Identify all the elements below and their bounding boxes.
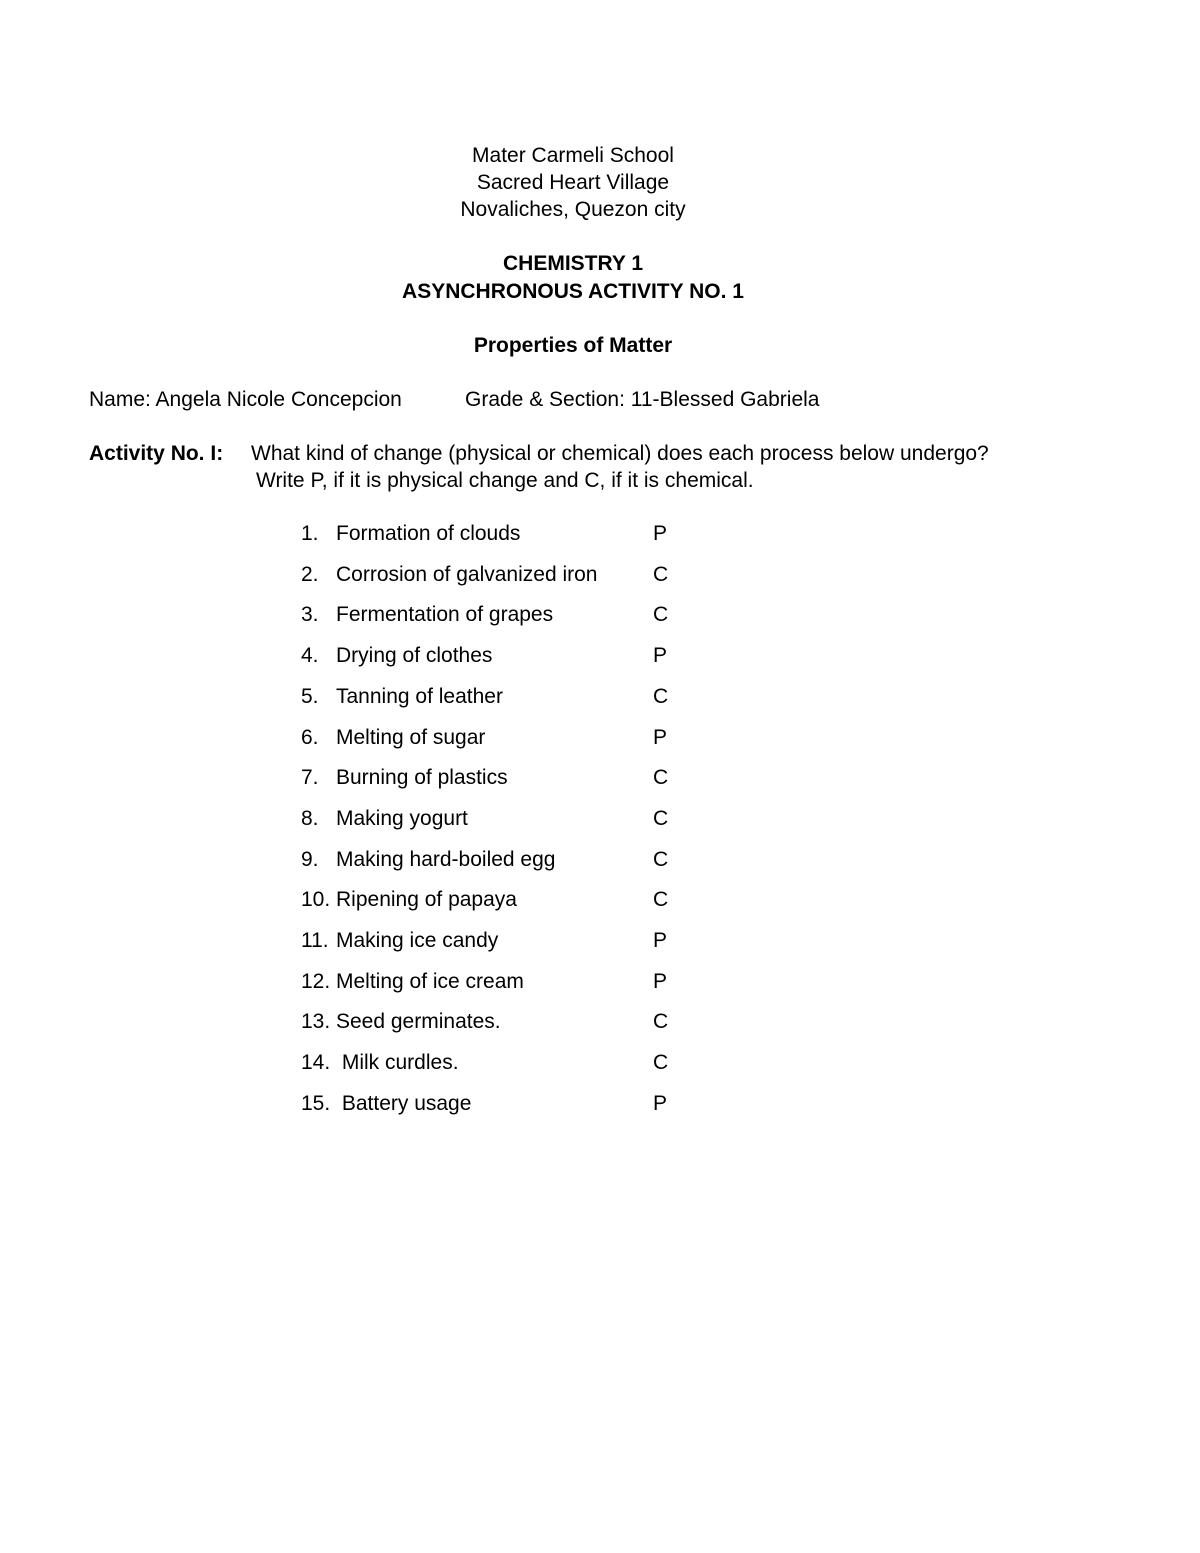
list-item-answer: C	[653, 563, 669, 586]
school-name: Mater Carmeli School	[472, 144, 674, 167]
list-item-answer: P	[653, 522, 668, 545]
list-item-text: Battery usage	[336, 1092, 472, 1115]
activity-instruction-2: Write P, if it is physical change and C, if it is chemical.	[256, 469, 754, 492]
list-item-text: Corrosion of galvanized iron	[336, 563, 598, 586]
list-item-answer: C	[653, 1051, 669, 1074]
activity-label: Activity No. I:	[89, 442, 224, 465]
list-item-text: Milk curdles.	[336, 1051, 459, 1074]
list-item-number: 12.	[301, 970, 331, 993]
list-item-answer: C	[653, 888, 669, 911]
list-item-text: Burning of plastics	[336, 766, 508, 789]
list-item-text: Fermentation of grapes	[336, 603, 554, 626]
subject-title: CHEMISTRY 1	[502, 252, 644, 275]
list-item-answer: P	[653, 1092, 668, 1115]
activity-instruction-1: What kind of change (physical or chemical) does each process below undergo?	[251, 442, 989, 465]
list-item-text: Ripening of papaya	[336, 888, 517, 911]
list-item-text: Drying of clothes	[336, 644, 493, 667]
school-village: Sacred Heart Village	[476, 171, 670, 194]
list-item-number: 1.	[301, 522, 319, 545]
topic-title: Properties of Matter	[473, 334, 673, 357]
list-item-answer: C	[653, 766, 669, 789]
list-item-answer: P	[653, 644, 668, 667]
list-item-number: 10.	[301, 888, 331, 911]
list-item-answer: C	[653, 848, 669, 871]
list-item-text: Formation of clouds	[336, 522, 521, 545]
list-item-number: 4.	[301, 644, 319, 667]
list-item-answer: C	[653, 1010, 669, 1033]
list-item-text: Melting of sugar	[336, 726, 486, 749]
school-city: Novaliches, Quezon city	[460, 198, 686, 221]
list-item-number: 15.	[301, 1092, 331, 1115]
list-item-answer: C	[653, 807, 669, 830]
list-item-number: 14.	[301, 1051, 331, 1074]
list-item-text: Melting of ice cream	[336, 970, 524, 993]
list-item-number: 11.	[301, 929, 329, 952]
list-item-number: 6.	[301, 726, 319, 749]
list-item-number: 2.	[301, 563, 319, 586]
student-name: Name: Angela Nicole Concepcion	[89, 388, 402, 411]
student-grade-section: Grade & Section: 11-Blessed Gabriela	[465, 388, 820, 411]
list-item-answer: C	[653, 685, 669, 708]
list-item-text: Making ice candy	[336, 929, 499, 952]
activity-title: ASYNCHRONOUS ACTIVITY NO. 1	[402, 280, 744, 303]
list-item-number: 7.	[301, 766, 319, 789]
list-item-number: 13.	[301, 1010, 331, 1033]
list-item-text: Seed germinates.	[336, 1010, 501, 1033]
list-item-number: 9.	[301, 848, 319, 871]
list-item-number: 3.	[301, 603, 319, 626]
list-item-answer: P	[653, 929, 668, 952]
list-item-answer: P	[653, 970, 668, 993]
list-item-text: Making hard-boiled egg	[336, 848, 556, 871]
list-item-text: Making yogurt	[336, 807, 468, 830]
list-item-number: 8.	[301, 807, 319, 830]
list-item-number: 5.	[301, 685, 319, 708]
list-item-answer: C	[653, 603, 669, 626]
list-item-text: Tanning of leather	[336, 685, 503, 708]
list-item-answer: P	[653, 726, 668, 749]
